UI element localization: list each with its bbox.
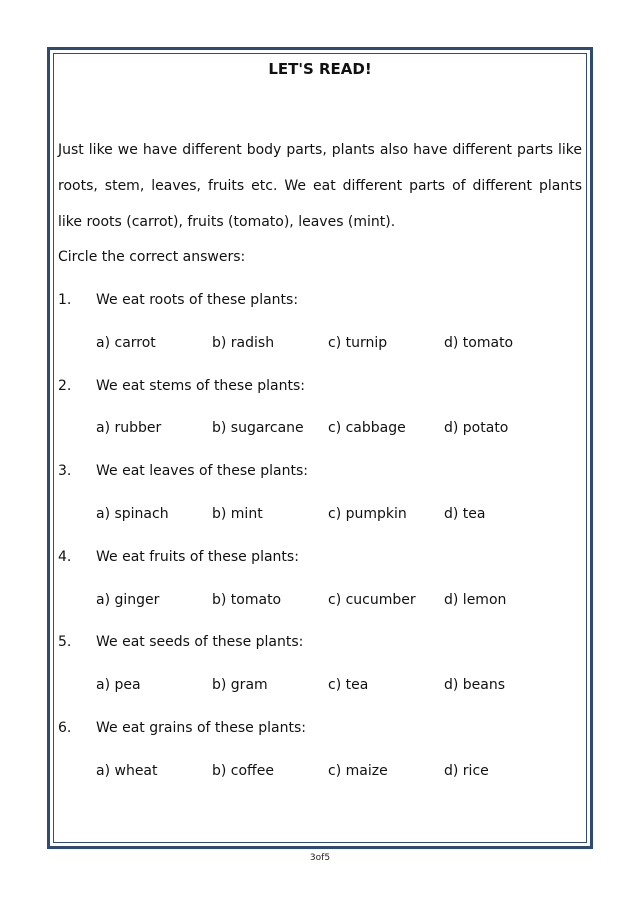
question-number: 5. bbox=[58, 634, 72, 650]
question-number: 4. bbox=[58, 549, 72, 565]
answer-option[interactable]: b) sugarcane bbox=[212, 420, 304, 436]
answer-option[interactable]: c) turnip bbox=[328, 335, 388, 351]
answer-option[interactable]: a) wheat bbox=[96, 763, 158, 779]
question-number: 3. bbox=[58, 463, 72, 479]
answer-option[interactable]: b) tomato bbox=[212, 592, 282, 608]
answer-option[interactable]: b) gram bbox=[212, 677, 268, 693]
answer-option[interactable]: b) coffee bbox=[212, 763, 274, 779]
page-number: 3of5 bbox=[309, 853, 331, 863]
question-text: We eat leaves of these plants: bbox=[96, 463, 308, 479]
answer-option[interactable]: d) tomato bbox=[444, 335, 514, 351]
answer-option[interactable]: a) spinach bbox=[96, 506, 169, 522]
answer-option[interactable]: d) lemon bbox=[444, 592, 507, 608]
answer-option[interactable]: d) rice bbox=[444, 763, 489, 779]
answer-option[interactable]: c) pumpkin bbox=[328, 506, 407, 522]
answer-option[interactable]: c) tea bbox=[328, 677, 369, 693]
answer-option[interactable]: a) carrot bbox=[96, 335, 156, 351]
instruction-text: Circle the correct answers: bbox=[58, 249, 246, 265]
question-text: We eat seeds of these plants: bbox=[96, 634, 304, 650]
question-text: We eat fruits of these plants: bbox=[96, 549, 299, 565]
answer-option[interactable]: a) ginger bbox=[96, 592, 160, 608]
question-number: 6. bbox=[58, 720, 72, 736]
answer-option[interactable]: d) beans bbox=[444, 677, 506, 693]
answer-option[interactable]: a) rubber bbox=[96, 420, 162, 436]
answer-option[interactable]: a) pea bbox=[96, 677, 141, 693]
question-text: We eat stems of these plants: bbox=[96, 378, 306, 394]
page-title: LET'S READ! bbox=[268, 60, 372, 78]
question-text: We eat roots of these plants: bbox=[96, 292, 299, 308]
question-text: We eat grains of these plants: bbox=[96, 720, 306, 736]
answer-option[interactable]: c) cabbage bbox=[328, 420, 406, 436]
answer-option[interactable]: b) radish bbox=[212, 335, 275, 351]
answer-option[interactable]: b) mint bbox=[212, 506, 263, 522]
question-number: 2. bbox=[58, 378, 72, 394]
question-number: 1. bbox=[58, 292, 72, 308]
answer-option[interactable]: c) cucumber bbox=[328, 592, 416, 608]
answer-option[interactable]: c) maize bbox=[328, 763, 388, 779]
answer-option[interactable]: d) tea bbox=[444, 506, 486, 522]
intro-paragraph: Just like we have different body parts, plants also have different parts like roots, stem, leaves, fruits etc. We eat different parts of different plants like roots (carrot), fruits (tomato), leaves (mint). bbox=[58, 142, 582, 230]
answer-option[interactable]: d) potato bbox=[444, 420, 509, 436]
